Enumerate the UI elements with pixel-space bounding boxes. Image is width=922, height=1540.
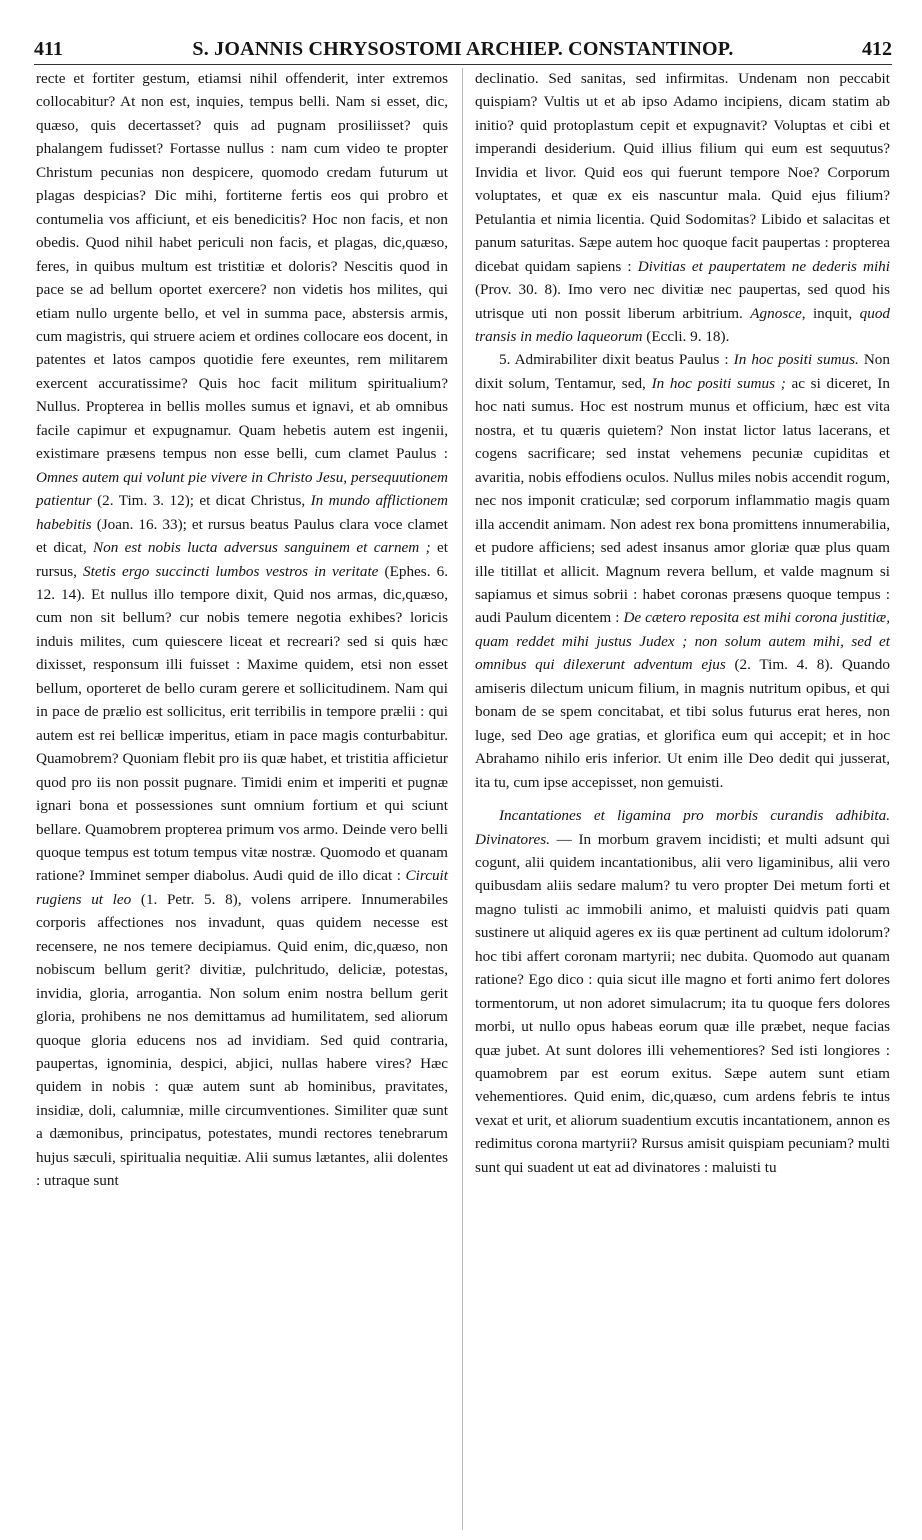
text-run: declinatio. Sed sanitas, sed infirmitas. Undenam non peccabit quispiam? Vultis ut et ab ipso Adamo incipiens, dicam statim ab initio? quid protoplastum cepit et expugnavit? Voluptas et cibi et imperandi desiderium. Quid illius filium qui eum est sequutus? Invidia et livor. Quid eos qui fuerunt tempore Noe? Corporum voluptates, et quæ ex eis nascuntur mala. Quid ejus filium? Petulantia et nimia licentia. Quid Sodomitas? Libido et salacitas et panum saturitas. Sæpe autem hoc quoque facit paupertas : propterea dicebat quidam sapiens : [475, 70, 890, 275]
running-header [34, 34, 892, 65]
text-run: 5. Admirabiliter dixit beatus Paulus : [499, 351, 734, 369]
paragraph-section-5 [475, 348, 890, 794]
right-column [475, 67, 890, 1530]
scripture-quote: Omnes autem qui volunt pie vivere in Christo Jesu, persequutionem patientur [36, 468, 448, 510]
text-run: recte et fortiter gestum, etiamsi nihil offenderit, inter extremos collocabitur? At non est, inquies, tempus belli. Nam si esset, dic, quæso, quis decertasset? quis ad pugnam prosiliisset? quis phalangem fudisset? Fortasse nullus : nam cum video te propter Christum pecunias non despicere, quomodo credam futurum ut plagas despicias? Dic mihi, fortiterne fertis eos qui probro et contumelia vos afficiunt, et eis benedicitis? Hoc non facis, et non obedis. Quod nihil habet periculi non facis, et plagas, dic,quæso, feres, in quibus multum est tristitiæ et doloris? Nescitis quod in pace se ad bellum oportet exercere? non videtis hos milites, qui etiam nullo urgente bello, et vel in summa pace, abstersis armis, cum magistris, qui struere aciem et ordines collocare eos docent, in patentes et latos campos quotidie fere exeuntes, rem militarem exercent accuratissime? Quis hoc facit militum spiritualium? Nullus. Propterea in bellis molles sumus et ignavi, et ab omnibus facile capimur et expugnamur. Quam hebetis autem est ingenii, existimare præsens tempus non esse belli, cum clamet Paulus : [36, 70, 448, 463]
scripture-quote: Non est nobis lucta adversus sanguinem et carnem ; [92, 539, 431, 557]
text-run: Non dixit solum, Tentamur, sed, [475, 351, 890, 392]
column-divider [462, 68, 463, 1530]
scripture-quote: In hoc positi sumus. [733, 351, 859, 369]
text-run: et rursus, [36, 539, 448, 580]
page-number-left: 411 [34, 38, 63, 60]
text-run: (Joan. 16. 33); et rursus beatus Paulus clara voce clamet et dicat, [36, 515, 448, 557]
text-run: (2. Tim. 4. 8). Quando amiseris dilectum unicum filium, in magnis nutritum opibus, et qui bonam de se spem concitabat, et tibi solus futurus erat heres, non luge, sed Deo age gratias, et glorifica eum qui accepit; et in hoc Abrahamo nihilo eris inferior. Ut enim ille Deo dedit qui jusserat, ita tu, cum ipse accepisset, non gemuisti. [475, 656, 890, 791]
text-run: (Prov. 30. 8). Imo vero nec divitiæ nec paupertas, sed quod his utrisque uti non possit liberum arbitrium. [475, 281, 890, 322]
scripture-quote: quod transis in medio laqueorum [475, 304, 890, 345]
text-run: (Ephes. 6. 12. 14). Et nullus illo tempore dixit, Quid nos armas, dic,quæso, cum non sit bellum? cur nobis temere negotia exhibes? loricis induis milites, cum quiescere liceat et recreari? sed si quis hæc dixisset, responsum illi fuisset : Maxime quidem, etsi non esset bellum, oporteret de bello curam gerere et sollicitudinem. Nam qui in pace de prælio est sollicitus, erit terribilis in tempore prælii : qui autem est rei bellicæ imperitus, etiam in pace magis conturbabitur. Quamobrem? Quoniam flebit pro iis quæ habet, et tristitia afficietur quod pro iis non possit pugnare. Timidi enim et imperiti et pugnæ ignari bona et possessiones sunt omnium fortium et qui sciunt bellare. Quamobrem propterea primum vos armo. Deinde vero belli quoque tempus est totum tempus vitæ nostræ. Quomodo et quanam ratione? Imminet semper diabolus. Audi quid de illo dicat : [36, 562, 449, 885]
scripture-quote: Agnosce [750, 304, 802, 322]
text-run: (1. Petr. 5. 8), volens arripere. Innumerabiles corporis affectiones nos invadunt, quas quidem necesse est recensere, ne nos temere decipiamus. Quid enim, dic,quæso, non nobiscum bellum gerit? divitiæ, pulchritudo, deliciæ, potestas, invidia, gloria, arrogantia. Non solum enim nostra bellum gerit gloria, prohibens ne nos demittamus ad humilitatem, sed aliorum quoque gloria educens nos ad invidiam. Sed quid contraria, paupertas, ignominia, despici, abjici, nullas habere vires? Hæc quidem in nobis : quæ autem sunt ab hominibus, pravitates, insidiæ, doli, calumniæ, mille circumventiones. Similiter quæ sunt a dæmonibus, principatus, potestates, mundi rectores tenebrarum hujus sæculi, spiritualia nequitiæ. Alii sumus lætantes, alii dolentes : utraque sunt [36, 890, 448, 1190]
left-column [36, 67, 448, 1530]
text-run: , inquit, [801, 304, 860, 322]
paragraph [36, 67, 448, 1193]
text-run: ac si diceret, In hoc nati sumus. Hoc est nostrum munus et officium, hæc est vita nostra, et tu quæris quietem? Non instat lictor latus lacerans, et cogens sacrificare; sed instat vehemens pecuniæ cupiditas et avaritia, nobis effodiens oculos. Nullus miles nobis accendit rogum, nec nos imponit craticulæ; sed corporum inflammatio magis quam illa accendit animam. Non adest rex bona promittens innumerabilia, et pudore afficiens; sed adest insanus amor gloriæ quæ plus quam ille titillat et allicit. Magnum revera bellum, et valde magnum si sapiamus et simus sobrii : habet coronas præsens quoque tempus : audi Paulum dicentem : [475, 374, 890, 627]
running-title: S. JOANNIS CHRYSOSTOMI ARCHIEP. CONSTANTINOP. [192, 38, 734, 60]
section-heading: Incantationes et ligamina pro morbis curandis adhibita. Divinatores. [475, 807, 890, 848]
scripture-quote: In hoc positi sumus ; [651, 374, 786, 392]
text-run: (Eccli. 9. 18). [642, 327, 730, 345]
scripture-quote: Stetis ergo succincti lumbos vestros in veritate [83, 562, 379, 580]
paragraph [475, 67, 890, 348]
text-run: — In morbum gravem incidisti; et multi adsunt qui cogunt, alii quidem incantationibus, alii vero ligaminibus, alii vero quibusdam aliis sedare malum? tu vero propter Dei metum forti et magno tulisti ac immobili animo, et maluisti quidvis pati quam sustinere ut aliquid ageres ex iis quæ pertinent ad cultum idolorum? hoc tibi affert coronam martyrii; nec dubita. Quomodo aut quanam ratione? Ego dico : quia sicut ille magno et forti animo fert dolores tormentorum, ut non adoret simulacrum; ita tu quoque fers dolores morbi, ut nullo opus habeas eorum quæ ille præbet, neque facias quæ jubet. At sunt dolores illi vehementiores? Sed isti longiores : quamobrem par est eorum exitus. Sæpe autem sunt etiam vehementiores. Quid enim, dic,quæso, cum ardens febris te intus vexat et urit, et aliorum suadentium excutis incantationem, annon es redimitus corona martyrii? Rursus amisit quispiam pecuniam? multi sunt qui suadent ut eat ad divinatores : maluisti tu [475, 830, 890, 1176]
scripture-quote: De cætero reposita est mihi corona justitiæ, quam reddet mihi justus Judex ; non solum autem mihi, sed et omnibus qui dilexerunt adventum ejus [475, 609, 890, 674]
scripture-quote: Circuit rugiens ut leo [36, 867, 448, 908]
text-run: (2. Tim. 3. 12); et dicat Christus, [91, 492, 311, 510]
paragraph-subheading [475, 804, 890, 1179]
scripture-quote: Divitias et paupertatem ne dederis mihi [637, 257, 890, 275]
scripture-quote: In mundo afflictionem habebitis [36, 492, 449, 533]
page-number-right: 412 [862, 38, 892, 60]
